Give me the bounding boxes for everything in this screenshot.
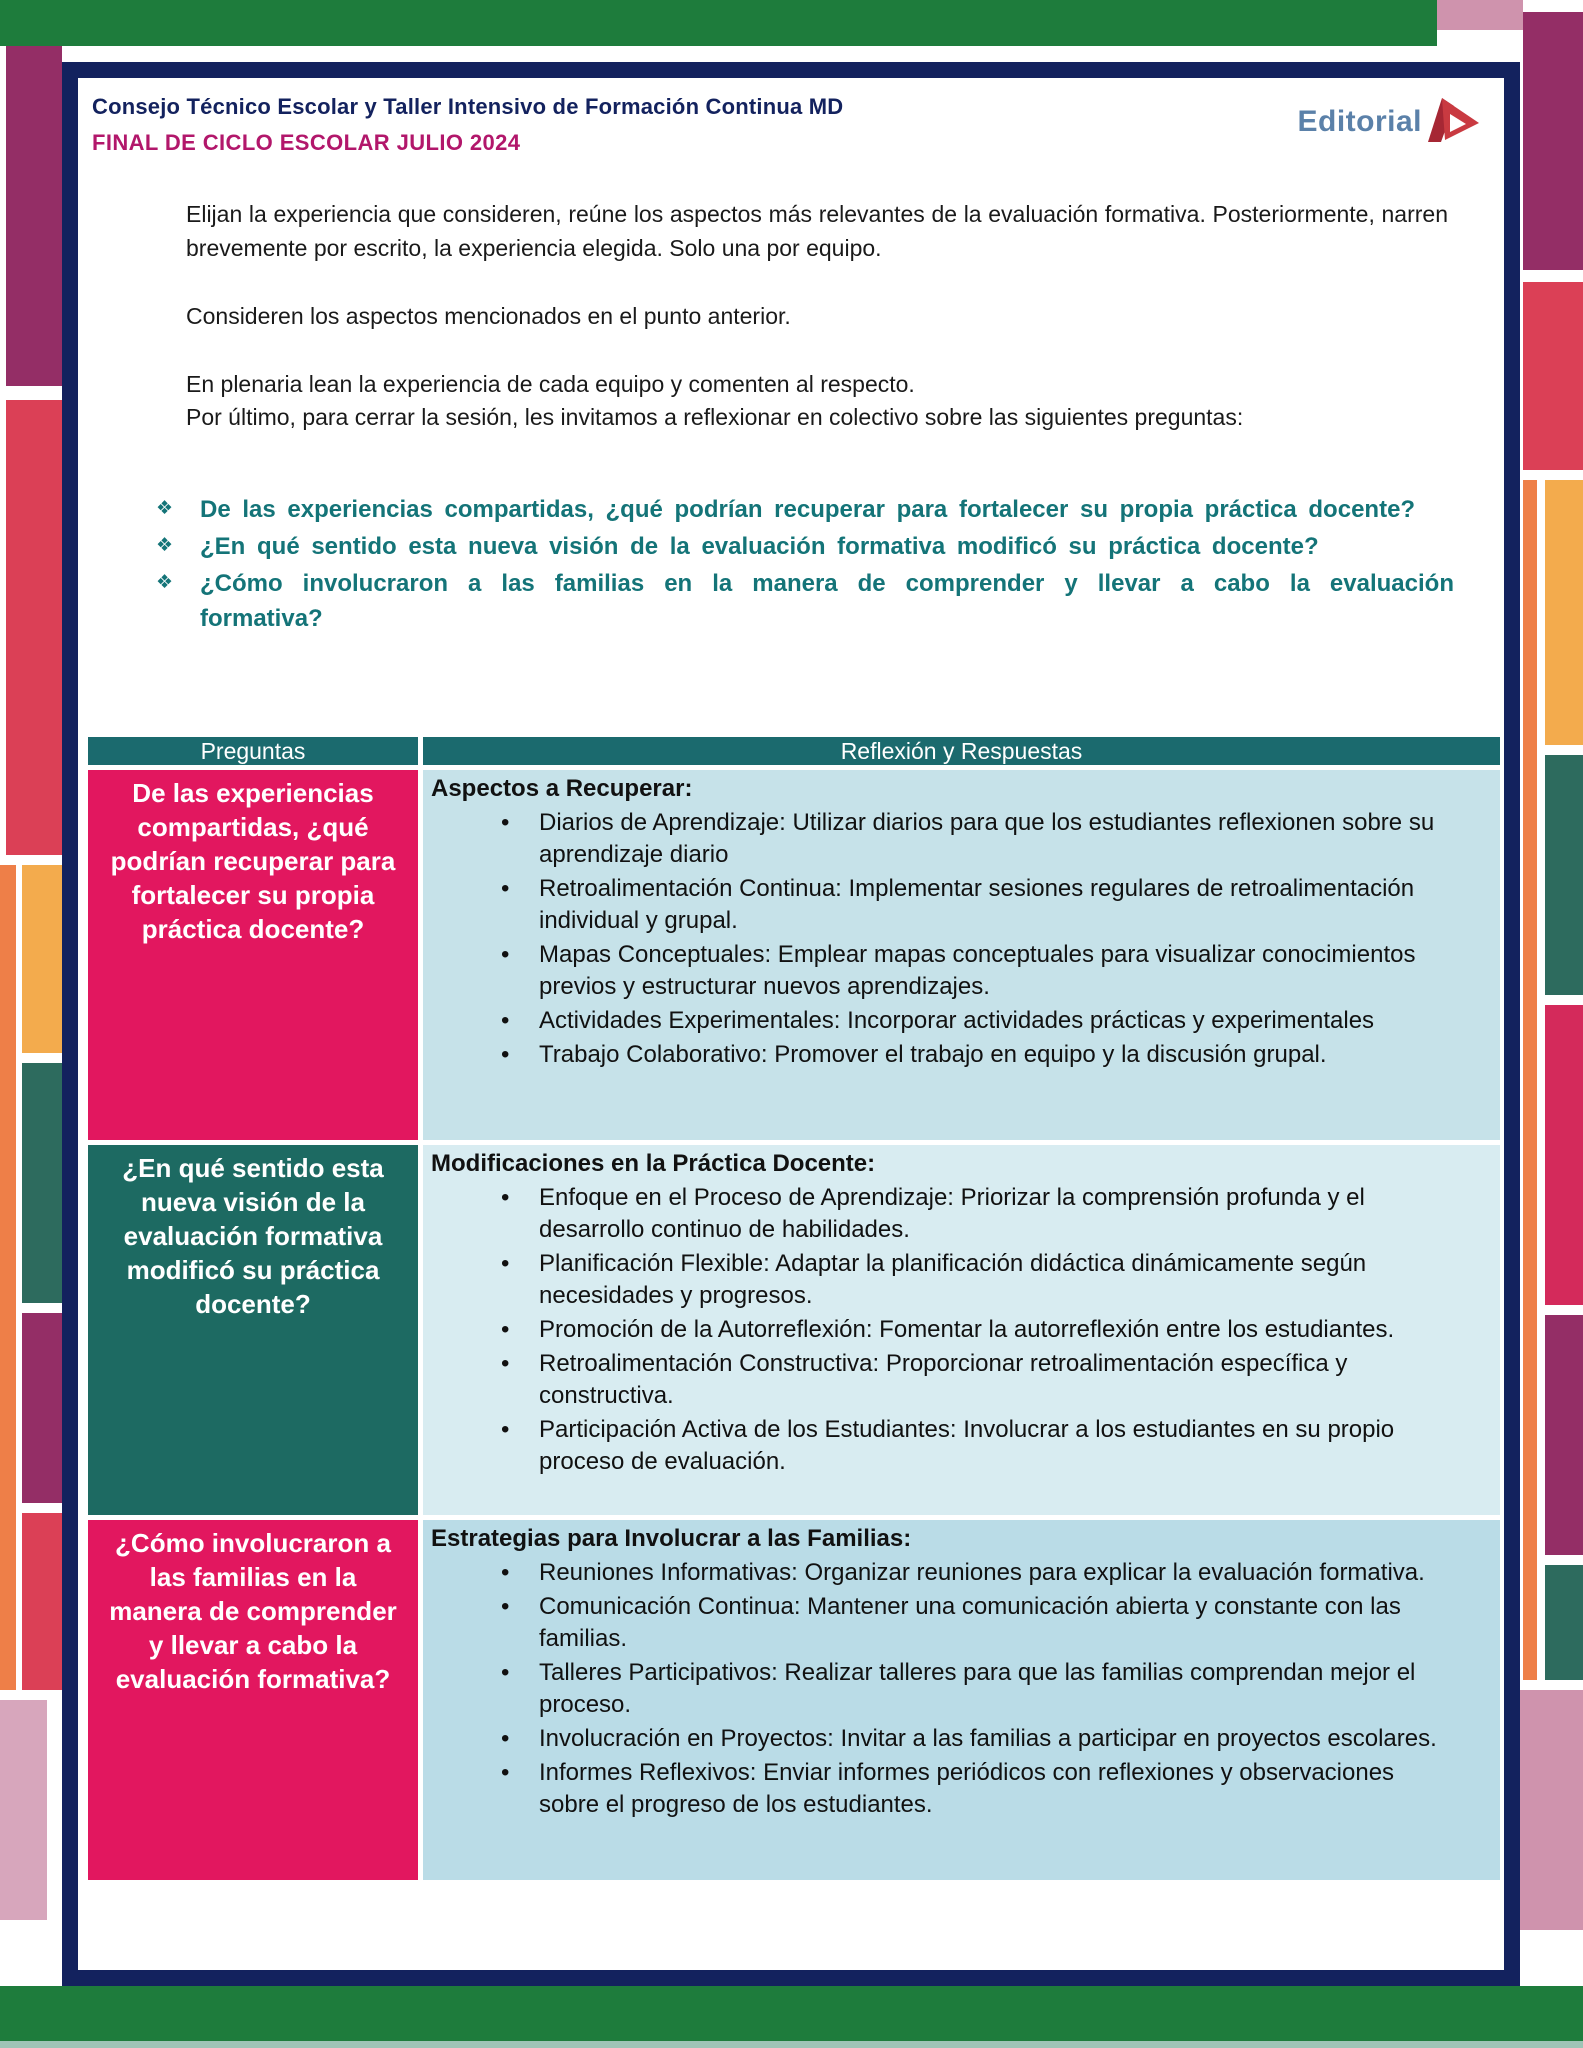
answer-cell [423, 1520, 1500, 1880]
border-tile [1545, 1005, 1583, 1305]
list-item: • Promoción de la Autorreflexión: Fomentar la autorreflexión entre los estudiantes. [493, 1314, 1460, 1346]
border-tile [1545, 755, 1583, 995]
border-tile [1545, 1565, 1583, 1680]
table-header-reflexion: Reflexión y Respuestas [423, 737, 1500, 765]
list-item: • Enfoque en el Proceso de Aprendizaje: Priorizar la comprensión profunda y el desarrollo continuo de habilidades. [501, 1184, 1365, 1243]
list-item: • Talleres Participativos: Realizar talleres para que las familias comprendan mejor el proceso. [501, 1659, 1416, 1718]
bottom-green-bar [0, 1986, 1583, 2041]
bullet-icon: • [501, 1593, 510, 1620]
list-item [154, 492, 1454, 527]
answer-title: Modificaciones en la Práctica Docente: [431, 1150, 876, 1177]
bullet-icon: • [501, 875, 510, 902]
answer-list [493, 1182, 1460, 1478]
intro-paragraph: Consideren los aspectos mencionados en el punto anterior. [186, 303, 791, 329]
bullet-icon: • [501, 1759, 510, 1786]
intro-paragraph: Por último, para cerrar la sesión, les invitamos a reflexionar en colectivo sobre las siguientes preguntas: [186, 404, 1244, 430]
border-tile [1516, 1690, 1583, 1930]
bullet-icon: • [501, 941, 510, 968]
reflection-questions-list [154, 492, 1454, 638]
bullet-icon: • [501, 1184, 510, 1211]
question-cell: De las experiencias compartidas, ¿qué podrían recuperar para fortalecer su propia práctica docente? [88, 770, 418, 1140]
list-item: • Actividades Experimentales: Incorporar actividades prácticas y experimentales [493, 1005, 1460, 1037]
md-triangle-icon [1426, 94, 1482, 149]
list-item: • Participación Activa de los Estudiantes: Involucrar a los estudiantes en su propio proceso de evaluación. [501, 1416, 1395, 1475]
question-text: ¿En qué sentido esta nueva visión de la evaluación formativa modificó su práctica docente? [200, 533, 1319, 560]
list-item [154, 529, 1454, 564]
editorial-md-logo [1297, 94, 1482, 149]
border-tile [1523, 12, 1583, 270]
list-item: • Mapas Conceptuales: Emplear mapas conceptuales para visualizar conocimientos previos y estructurar nuevos aprendizajes. [501, 941, 1416, 1000]
bullet-icon: • [501, 1250, 510, 1277]
border-tile [0, 865, 16, 1690]
border-tile [22, 1513, 62, 1690]
border-tile [22, 1313, 62, 1503]
diamond-bullet-icon: ❖ [156, 535, 174, 556]
page-title: Consejo Técnico Escolar y Taller Intensivo de Formación Continua MD [92, 94, 844, 119]
list-item: • Retroalimentación Constructiva: Proporcionar retroalimentación específica y constructiva. [501, 1350, 1348, 1409]
question-cell: ¿Cómo involucraron a las familias en la manera de comprender y llevar a cabo la evaluación formativa? [88, 1520, 418, 1880]
page-subtitle: FINAL DE CICLO ESCOLAR JULIO 2024 [92, 130, 521, 155]
list-item: • Involucración en Proyectos: Invitar a las familias a participar en proyectos escolares. [493, 1723, 1460, 1755]
border-tile [0, 1700, 47, 1920]
list-item: • Retroalimentación Continua: Implementar sesiones regulares de retroalimentación individual y grupal. [501, 875, 1415, 934]
logo-wordmark: Editorial [1297, 104, 1422, 138]
answer-list [493, 1557, 1460, 1821]
border-tile [22, 865, 62, 1053]
bullet-icon: • [501, 1007, 510, 1034]
table-header-preguntas: Preguntas [88, 737, 418, 765]
diamond-bullet-icon: ❖ [156, 572, 174, 593]
list-item: • Trabajo Colaborativo: Promover el trabajo en equipo y la discusión grupal. [493, 1039, 1460, 1071]
list-item: • Informes Reflexivos: Enviar informes periódicos con reflexiones y observaciones sobre el progreso de los estudiantes. [501, 1759, 1395, 1818]
border-tile [6, 46, 62, 386]
answer-title: Aspectos a Recuperar: [431, 775, 693, 802]
reflection-table [88, 737, 1500, 1880]
question-text: ¿Cómo involucraron a las familias en la manera de comprender y llevar a cabo la evaluación formativa? [200, 570, 1454, 632]
page-frame [62, 62, 1520, 1986]
border-tile [1545, 480, 1583, 745]
bullet-icon: • [501, 1725, 510, 1752]
list-item: • Comunicación Continua: Mantener una comunicación abierta y constante con las familias. [501, 1593, 1401, 1652]
bullet-icon: • [501, 1041, 510, 1068]
bullet-icon: • [501, 1559, 510, 1586]
list-item: • Diarios de Aprendizaje: Utilizar diarios para que los estudiantes reflexionen sobre su aprendizaje diario [501, 809, 1435, 868]
border-tile [1523, 480, 1537, 1680]
list-item: • Planificación Flexible: Adaptar la planificación didáctica dinámicamente según necesidades y progresos. [501, 1250, 1367, 1309]
border-tile [1523, 282, 1583, 470]
border-tile [1545, 1315, 1583, 1555]
question-text: De las experiencias compartidas, ¿qué podrían recuperar para fortalecer su propia práctica docente? [200, 496, 1416, 523]
list-item: • Reuniones Informativas: Organizar reuniones para explicar la evaluación formativa. [493, 1557, 1460, 1589]
answer-cell [423, 1145, 1500, 1515]
list-item [154, 566, 1454, 636]
bullet-icon: • [501, 1416, 510, 1443]
question-cell: ¿En qué sentido esta nueva visión de la evaluación formativa modificó su práctica docente? [88, 1145, 418, 1515]
border-tile [6, 400, 62, 855]
bullet-icon: • [501, 1350, 510, 1377]
answer-cell [423, 770, 1500, 1140]
bullet-icon: • [501, 1316, 510, 1343]
border-tile [22, 1063, 62, 1303]
answer-list [493, 807, 1460, 1071]
bullet-icon: • [501, 1659, 510, 1686]
intro-paragraph: En plenaria lean la experiencia de cada equipo y comenten al respecto. [186, 371, 915, 397]
bottom-accent-strip [0, 2041, 1583, 2048]
answer-title: Estrategias para Involucrar a las Familias: [431, 1525, 912, 1552]
bullet-icon: • [501, 809, 510, 836]
top-green-bar [0, 0, 1437, 46]
border-tile [1437, 0, 1523, 30]
intro-paragraph: Elijan la experiencia que consideren, reúne los aspectos más relevantes de la evaluación formativa. Posteriormente, narren brevemente por escrito, la experiencia elegida. Solo una por equipo. [186, 201, 1448, 261]
diamond-bullet-icon: ❖ [156, 498, 174, 519]
